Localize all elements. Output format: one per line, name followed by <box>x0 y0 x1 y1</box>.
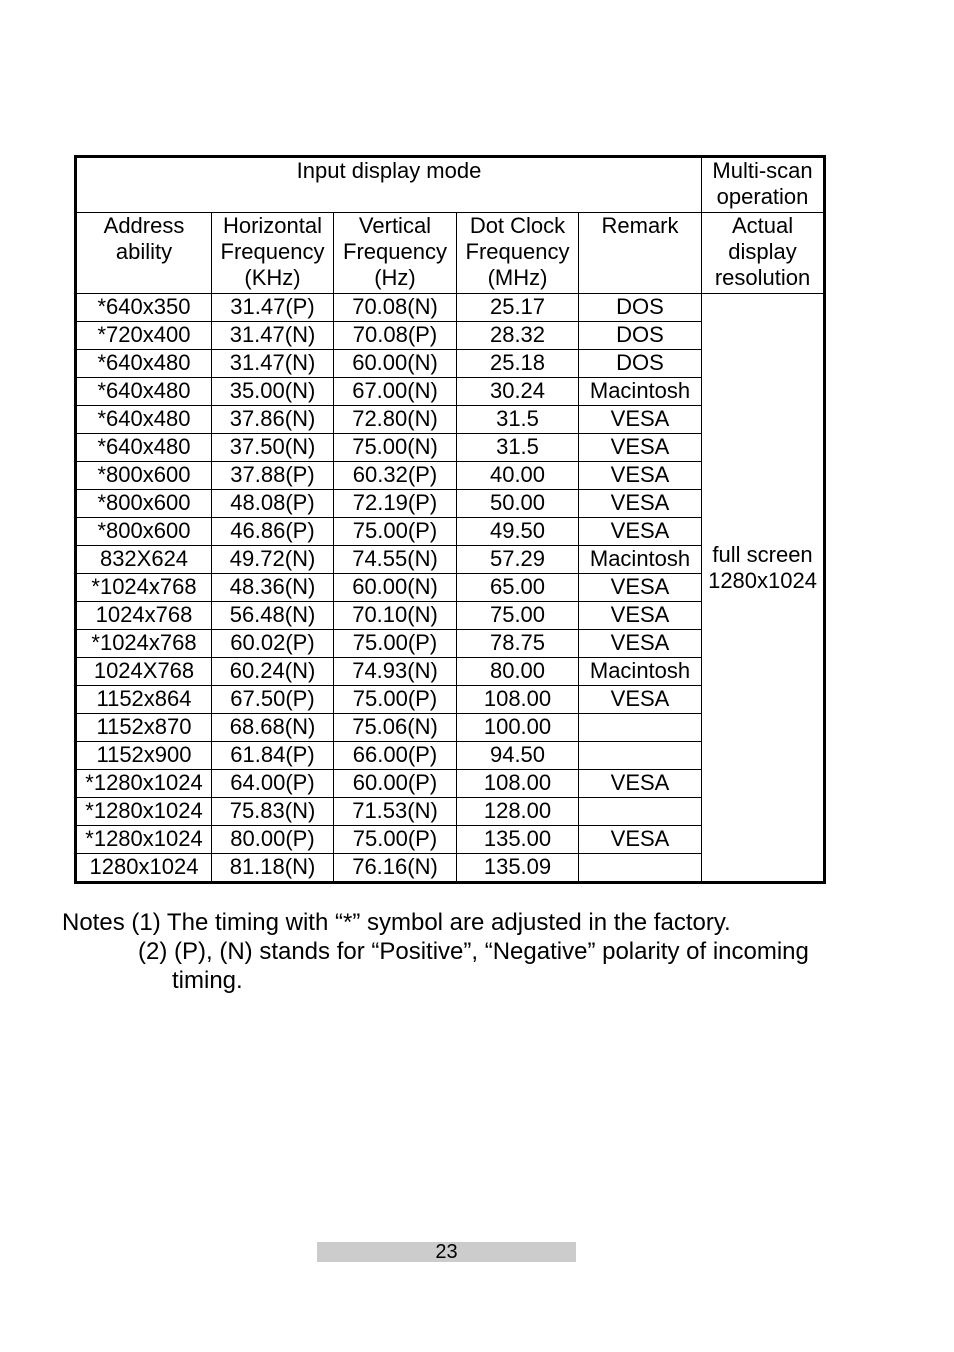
cell-horizontal-frequency: 80.00(P) <box>212 826 334 854</box>
cell-address: 832X624 <box>76 546 212 574</box>
cell-remark: DOS <box>579 322 702 350</box>
cell-address: *1280x1024 <box>76 798 212 826</box>
cell-dot-clock: 78.75 <box>457 630 579 658</box>
cell-horizontal-frequency: 31.47(N) <box>212 322 334 350</box>
cell-remark: VESA <box>579 490 702 518</box>
cell-remark: VESA <box>579 602 702 630</box>
cell-dot-clock: 128.00 <box>457 798 579 826</box>
cell-dot-clock: 135.00 <box>457 826 579 854</box>
cell-dot-clock: 135.09 <box>457 854 579 883</box>
cell-horizontal-frequency: 64.00(P) <box>212 770 334 798</box>
cell-vertical-frequency: 75.00(P) <box>334 630 457 658</box>
cell-remark: DOS <box>579 294 702 322</box>
cell-vertical-frequency: 76.16(N) <box>334 854 457 883</box>
cell-horizontal-frequency: 60.02(P) <box>212 630 334 658</box>
cell-vertical-frequency: 71.53(N) <box>334 798 457 826</box>
cell-address: 1280x1024 <box>76 854 212 883</box>
cell-remark: Macintosh <box>579 378 702 406</box>
cell-remark <box>579 714 702 742</box>
cell-dot-clock: 80.00 <box>457 658 579 686</box>
cell-horizontal-frequency: 37.88(P) <box>212 462 334 490</box>
column-header-horizontal-frequency: Horizontal Frequency (KHz) <box>212 213 334 294</box>
cell-horizontal-frequency: 48.08(P) <box>212 490 334 518</box>
column-header-vertical-frequency: Vertical Frequency (Hz) <box>334 213 457 294</box>
column-header-address: Address ability <box>76 213 212 294</box>
cell-dot-clock: 65.00 <box>457 574 579 602</box>
group-header-multi-scan: Multi-scan operation <box>702 157 825 213</box>
cell-remark: VESA <box>579 826 702 854</box>
cell-address: *640x480 <box>76 406 212 434</box>
cell-dot-clock: 75.00 <box>457 602 579 630</box>
cell-vertical-frequency: 72.80(N) <box>334 406 457 434</box>
cell-dot-clock: 28.32 <box>457 322 579 350</box>
cell-address: 1152x864 <box>76 686 212 714</box>
cell-vertical-frequency: 60.00(N) <box>334 574 457 602</box>
note-2: (2) (P), (N) stands for “Positive”, “Negative” polarity of incoming <box>138 938 809 965</box>
column-header-dot-clock: Dot Clock Frequency (MHz) <box>457 213 579 294</box>
cell-address: *640x480 <box>76 434 212 462</box>
timing-table <box>74 155 826 884</box>
cell-horizontal-frequency: 60.24(N) <box>212 658 334 686</box>
cell-address: *800x600 <box>76 462 212 490</box>
cell-address: 1152x900 <box>76 742 212 770</box>
cell-remark: VESA <box>579 686 702 714</box>
cell-vertical-frequency: 75.00(P) <box>334 518 457 546</box>
cell-horizontal-frequency: 67.50(P) <box>212 686 334 714</box>
cell-vertical-frequency: 75.00(N) <box>334 434 457 462</box>
cell-dot-clock: 100.00 <box>457 714 579 742</box>
cell-remark: VESA <box>579 630 702 658</box>
cell-dot-clock: 30.24 <box>457 378 579 406</box>
cell-address: 1024x768 <box>76 602 212 630</box>
cell-dot-clock: 57.29 <box>457 546 579 574</box>
cell-dot-clock: 94.50 <box>457 742 579 770</box>
column-header-actual-resolution: Actual display resolution <box>702 213 825 294</box>
cell-vertical-frequency: 75.00(P) <box>334 686 457 714</box>
cell-vertical-frequency: 67.00(N) <box>334 378 457 406</box>
cell-vertical-frequency: 75.06(N) <box>334 714 457 742</box>
note-2-continued: timing. <box>172 967 243 994</box>
cell-vertical-frequency: 70.08(P) <box>334 322 457 350</box>
cell-vertical-frequency: 75.00(P) <box>334 826 457 854</box>
cell-vertical-frequency: 70.08(N) <box>334 294 457 322</box>
notes <box>62 908 922 995</box>
cell-vertical-frequency: 60.00(P) <box>334 770 457 798</box>
cell-remark <box>579 798 702 826</box>
table-group-header-row <box>76 157 825 213</box>
cell-horizontal-frequency: 49.72(N) <box>212 546 334 574</box>
cell-remark: VESA <box>579 518 702 546</box>
cell-address: *1024x768 <box>76 574 212 602</box>
cell-dot-clock: 49.50 <box>457 518 579 546</box>
cell-remark: Macintosh <box>579 658 702 686</box>
cell-horizontal-frequency: 31.47(P) <box>212 294 334 322</box>
cell-vertical-frequency: 74.93(N) <box>334 658 457 686</box>
cell-remark: VESA <box>579 574 702 602</box>
cell-remark: VESA <box>579 406 702 434</box>
cell-remark: VESA <box>579 434 702 462</box>
page-number: 23 <box>317 1242 576 1262</box>
cell-actual-resolution: full screen 1280x1024 <box>702 294 825 883</box>
cell-address: 1024X768 <box>76 658 212 686</box>
cell-horizontal-frequency: 68.68(N) <box>212 714 334 742</box>
cell-vertical-frequency: 70.10(N) <box>334 602 457 630</box>
cell-remark <box>579 854 702 883</box>
cell-vertical-frequency: 66.00(P) <box>334 742 457 770</box>
cell-address: 1152x870 <box>76 714 212 742</box>
cell-horizontal-frequency: 61.84(P) <box>212 742 334 770</box>
cell-vertical-frequency: 74.55(N) <box>334 546 457 574</box>
cell-horizontal-frequency: 75.83(N) <box>212 798 334 826</box>
cell-address: *1024x768 <box>76 630 212 658</box>
cell-dot-clock: 50.00 <box>457 490 579 518</box>
cell-horizontal-frequency: 48.36(N) <box>212 574 334 602</box>
cell-address: *1280x1024 <box>76 770 212 798</box>
column-header-remark: Remark <box>579 213 702 294</box>
cell-dot-clock: 40.00 <box>457 462 579 490</box>
cell-address: *720x400 <box>76 322 212 350</box>
cell-dot-clock: 108.00 <box>457 686 579 714</box>
cell-dot-clock: 25.18 <box>457 350 579 378</box>
cell-horizontal-frequency: 81.18(N) <box>212 854 334 883</box>
cell-address: *640x480 <box>76 350 212 378</box>
cell-horizontal-frequency: 37.50(N) <box>212 434 334 462</box>
cell-dot-clock: 31.5 <box>457 434 579 462</box>
cell-address: *1280x1024 <box>76 826 212 854</box>
cell-address: *800x600 <box>76 490 212 518</box>
cell-dot-clock: 31.5 <box>457 406 579 434</box>
cell-dot-clock: 25.17 <box>457 294 579 322</box>
cell-horizontal-frequency: 56.48(N) <box>212 602 334 630</box>
cell-vertical-frequency: 60.00(N) <box>334 350 457 378</box>
cell-horizontal-frequency: 37.86(N) <box>212 406 334 434</box>
note-1: Notes (1) The timing with “*” symbol are adjusted in the factory. <box>62 909 731 936</box>
cell-address: *640x350 <box>76 294 212 322</box>
cell-address: *800x600 <box>76 518 212 546</box>
group-header-input-display-mode: Input display mode <box>76 157 702 213</box>
cell-horizontal-frequency: 35.00(N) <box>212 378 334 406</box>
cell-horizontal-frequency: 31.47(N) <box>212 350 334 378</box>
cell-remark <box>579 742 702 770</box>
cell-remark: Macintosh <box>579 546 702 574</box>
cell-remark: VESA <box>579 770 702 798</box>
cell-remark: DOS <box>579 350 702 378</box>
cell-dot-clock: 108.00 <box>457 770 579 798</box>
cell-horizontal-frequency: 46.86(P) <box>212 518 334 546</box>
table-row <box>76 294 825 322</box>
cell-vertical-frequency: 60.32(P) <box>334 462 457 490</box>
cell-address: *640x480 <box>76 378 212 406</box>
cell-remark: VESA <box>579 462 702 490</box>
cell-vertical-frequency: 72.19(P) <box>334 490 457 518</box>
table-column-header-row <box>76 213 825 294</box>
